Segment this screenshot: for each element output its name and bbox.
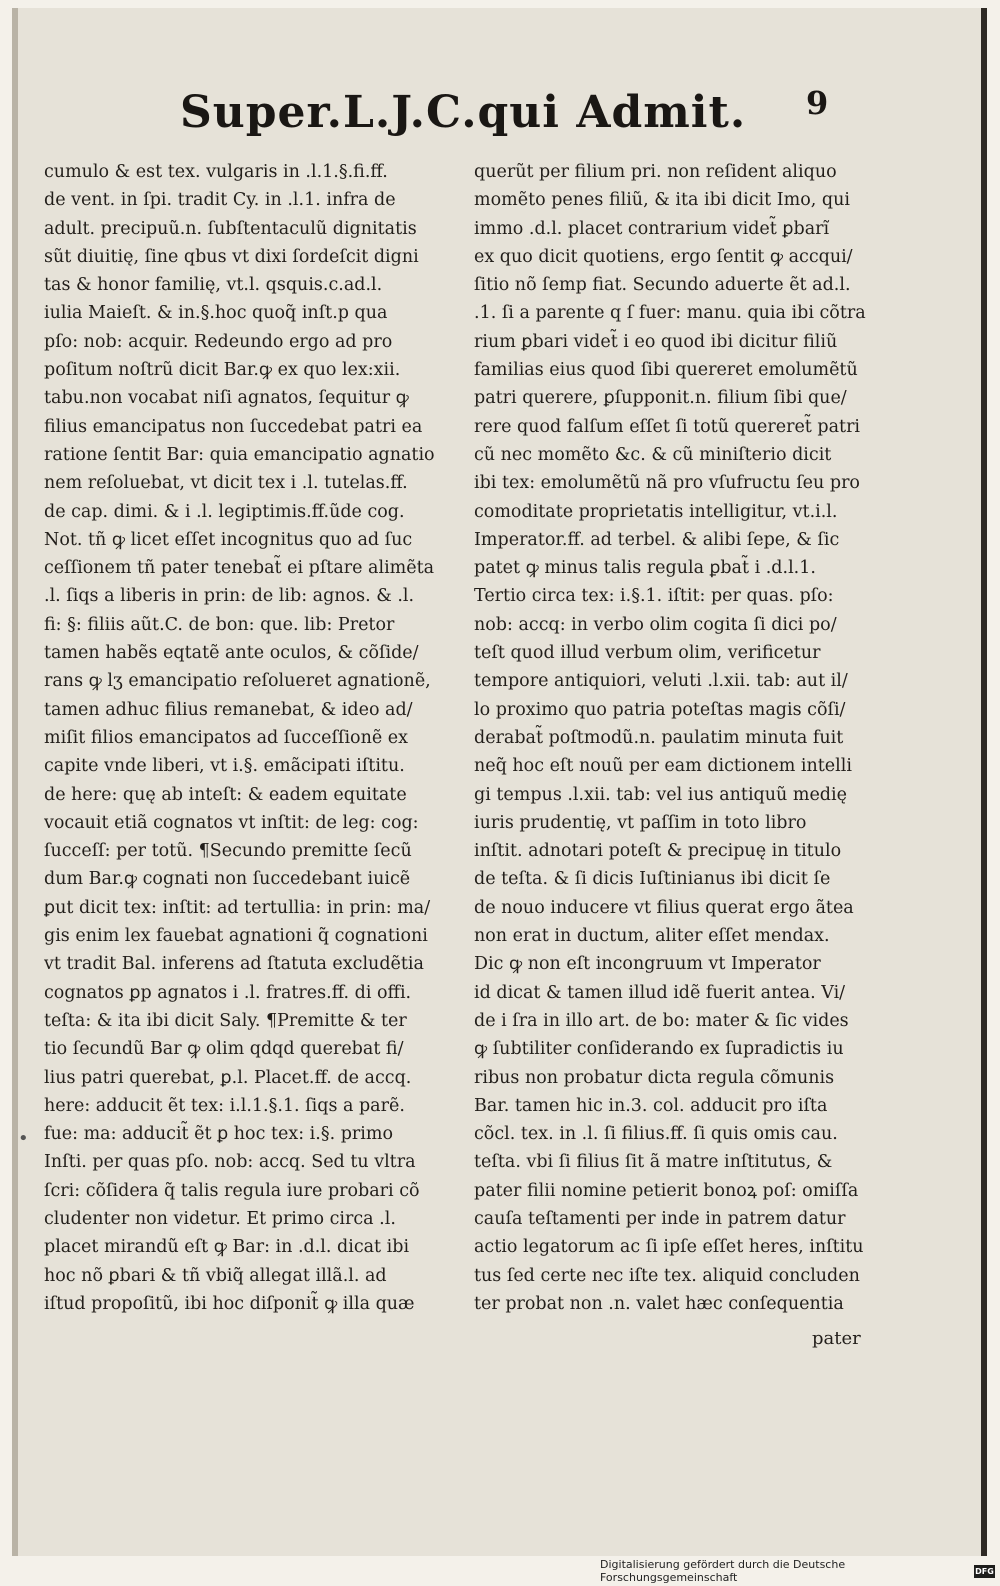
text-line: ratione ſentit Bar: quia emancipatio agnatio (44, 444, 435, 465)
text-line: inſtit. adnotari poteſt & precipuę in titulo (474, 841, 842, 862)
text-line: pater filii nomine petierit bonoꝝ poſ: omiſſa (474, 1180, 859, 1201)
text-line: iulia Maieſt. & in.§.hoc quoq̃ inſt.p qua (44, 303, 388, 324)
text-line: gis enim lex fauebat agnationi q̃ cognationi (44, 926, 428, 947)
text-line: iſtud propoſitũ, ibi hoc diſponit̃ ꝙ illa quæ (44, 1293, 415, 1314)
text-column-right (474, 158, 866, 1318)
text-line: de here: quę ab inteſt: & eadem equitate (44, 784, 407, 805)
text-line: iuris prudentię, vt paſſim in toto libro (474, 812, 807, 833)
text-line: ter probat non .n. valet hæc conſequentia (474, 1293, 844, 1314)
text-line: teſt quod illud verbum olim, verificetur (474, 643, 821, 664)
text-line: de vent. in ſpi. tradit Cy. in .l.1. infra de (44, 190, 396, 211)
text-line: querũt per filium pri. non reſident aliquo (474, 162, 837, 182)
text-line: ſcri: cõſidera q̃ talis regula iure probari cõ (44, 1180, 420, 1201)
text-line: tio ſecundũ Bar ꝙ olim qdqd querebat fi/ (44, 1039, 404, 1060)
text-line: Imperator.ff. ad terbel. & alibi ſepe, & ſic (474, 529, 840, 550)
folio-number: 9 (806, 84, 829, 122)
text-line: placet mirandũ eſt ꝙ Bar: in .d.l. dicat ibi (44, 1237, 410, 1258)
text-line: pſo: nob: acquir. Redeundo ergo ad pro (44, 331, 393, 352)
text-line: here: adducit ẽt tex: i.l.1.§.1. ſiqs a parẽ. (44, 1095, 405, 1116)
text-line: capite vnde liberi, vt i.§. emãcipati iſtitu. (44, 756, 405, 777)
text-line: lo proximo quo patria poteſtas magis cõſi/ (474, 699, 846, 720)
text-line: miſit filios emancipatos ad ſucceſſionẽ ex (44, 727, 409, 748)
text-line: Dic ꝙ non eſt incongruum vt Imperator (474, 954, 821, 975)
text-line: teſta. vbi ſi filius ſit ã matre inſtitutus, & (474, 1152, 833, 1173)
text-line: cognatos ꝑp agnatos i .l. fratres.ff. di offi. (44, 982, 412, 1003)
text-line: .l. ſiqs a liberis in prin: de lib: agnos. & .l. (44, 586, 415, 607)
text-line: cũ nec momẽto &c. & cũ miniſterio dicit (474, 444, 832, 465)
text-line: ꝙ ſubtiliter conſiderando ex ſupradictis iu (474, 1039, 844, 1060)
text-line: vocauit etiã cognatos vt inſtit: de leg: cog: (44, 812, 419, 833)
text-line: tas & honor familię, vt.l. qsquis.c.ad.l. (44, 275, 383, 296)
text-line: neq̃ hoc eſt nouũ per eam dictionem intelli (474, 756, 852, 777)
text-line: nob: accq: in verbo olim cogita ſi dici po/ (474, 614, 837, 635)
text-line: ceſſionem tñ pater tenebat̃ ei pſtare alimẽta (44, 558, 435, 579)
text-line: ꝑut dicit tex: inſtit: ad tertullia: in prin: ma/ (44, 897, 431, 918)
text-line: de nouo inducere vt filius querat ergo ãtea (474, 897, 854, 918)
catchword: pater (812, 1328, 861, 1349)
text-line: ribus non probatur dicta regula cõmunis (474, 1067, 835, 1088)
margin-mark: • (18, 1128, 29, 1149)
text-line: cludenter non videtur. Et primo circa .l. (44, 1208, 396, 1229)
text-line: patet ꝙ minus talis regula ꝑbat̃ i .d.l.1. (474, 558, 816, 579)
text-line: non erat in ductum, aliter eſſet mendax. (474, 926, 830, 947)
text-line: familias eius quod ſibi quereret emolumẽtũ (474, 360, 858, 381)
text-line: tempore antiquiori, veluti .l.xii. tab: aut il/ (474, 671, 848, 692)
leaf-edge (12, 8, 18, 1556)
text-line: poſitum noſtrũ dicit Bar.ꝙ ex quo lex:xii. (44, 360, 401, 381)
text-line: cauſa teſtamenti per inde in patrem datur (474, 1208, 846, 1229)
text-line: patri querere, ꝑſupponit.n. filium ſibi que/ (474, 388, 847, 409)
text-line: actio legatorum ac ſi ipſe eſſet heres, inſtitu (474, 1237, 864, 1258)
text-line: filius emancipatus non ſuccedebat patri ea (44, 416, 423, 437)
text-line: de cap. dimi. & i .l. legiptimis.ff.ũde cog. (44, 501, 405, 522)
text-line: Tertio circa tex: i.§.1. iſtit: per quas. pſo: (474, 586, 834, 607)
text-line: ſucceſſ: per totũ. ¶Secundo premitte ſecũ (44, 841, 412, 862)
text-line: cõcl. tex. in .l. ſi filius.ff. ſi quis omis cau. (474, 1124, 838, 1145)
text-line: Inſti. per quas pſo. nob: accq. Sed tu vltra (44, 1152, 416, 1173)
text-line: teſta: & ita ibi dicit Saly. ¶Premitte & ter (44, 1010, 407, 1031)
text-line: tus ſed certe nec iſte tex. aliquid concluden (474, 1265, 860, 1286)
text-line: ſitio nõ ſemp fiat. Secundo aduerte ẽt ad.l. (474, 275, 851, 296)
text-line: Not. tñ ꝙ licet eſſet incognitus quo ad ſuc (44, 529, 413, 550)
running-title: Super.L.J.C.qui Admit. (180, 87, 747, 138)
text-line: derabat̃ poſtmodũ.n. paulatim minuta fuit (474, 727, 844, 748)
text-line: momẽto penes filiũ, & ita ibi dicit Imo, qui (474, 190, 850, 211)
text-line: rere quod falſum eſſet ſi totũ quereret̃ patri (474, 416, 861, 437)
text-line: tamen habẽs eqtatẽ ante oculos, & cõſide/ (44, 643, 419, 664)
credit-text: Digitalisierung gefördert durch die Deutsche Forschungsgemeinschaft (600, 1558, 846, 1584)
text-line: comoditate proprietatis intelligitur, vt.i.l. (474, 501, 838, 522)
text-line: rium ꝑbari videt̃ i eo quod ibi dicitur filiũ (474, 331, 838, 352)
text-line: de i ſra in illo art. de bo: mater & ſic vides (474, 1010, 849, 1031)
text-column-left (44, 158, 436, 1318)
text-line: dum Bar.ꝙ cognati non ſuccedebant iuicẽ (44, 869, 411, 890)
text-line: tabu.non vocabat niſi agnatos, ſequitur ꝙ (44, 388, 409, 409)
text-line: gi tempus .l.xii. tab: vel ius antiquũ medię (474, 784, 847, 805)
text-line: rans ꝙ lʒ emancipatio reſolueret agnationẽ, (44, 671, 431, 692)
text-line: hoc nõ ꝑbari & tñ vbiq̃ allegat illã.l. ad (44, 1265, 387, 1286)
text-line: cumulo & est tex. vulgaris in .l.1.§.fi.ff. (44, 162, 388, 182)
text-line: adult. precipuũ.n. ſubſtentaculũ dignitatis (44, 218, 417, 239)
text-line: sũt diuitię, ſine qbus vt dixi ſordeſcit digni (44, 246, 419, 267)
dfg-logo-icon: DFG (975, 1566, 994, 1576)
text-line: vt tradit Bal. inferens ad ſtatuta excludẽtia (44, 954, 424, 975)
text-line: Bar. tamen hic in.3. col. adducit pro iſta (474, 1095, 828, 1116)
text-line: immo .d.l. placet contrarium videt̃ ꝑbarĩ (474, 218, 830, 239)
text-line: ex quo dicit quotiens, ergo ſentit ꝙ accqui/ (474, 246, 853, 267)
text-line: .1. ſi a parente q ſ fuer: manu. quia ibi cõtra (474, 303, 866, 324)
text-line: lius patri querebat, ꝑ.l. Placet.ff. de accq. (44, 1067, 412, 1088)
digitization-credit (600, 1560, 995, 1582)
text-line: fue: ma: adducit̃ ẽt ꝑ hoc tex: i.§. primo (44, 1124, 393, 1145)
text-line: ibi tex: emolumẽtũ nã pro vſufructu ſeu pro (474, 473, 860, 494)
text-line: de teſta. & ſi dicis Iuſtinianus ibi dicit ſe (474, 869, 831, 890)
text-line: tamen adhuc filius remanebat, & ideo ad/ (44, 699, 413, 720)
text-line: fi: §: filiis aũt.C. de bon: que. lib: Pretor (44, 614, 395, 635)
text-line: nem reſoluebat, vt dicit tex i .l. tutelas.ff. (44, 473, 408, 494)
text-line: id dicat & tamen illud idẽ fuerit antea. Vi/ (474, 982, 846, 1003)
